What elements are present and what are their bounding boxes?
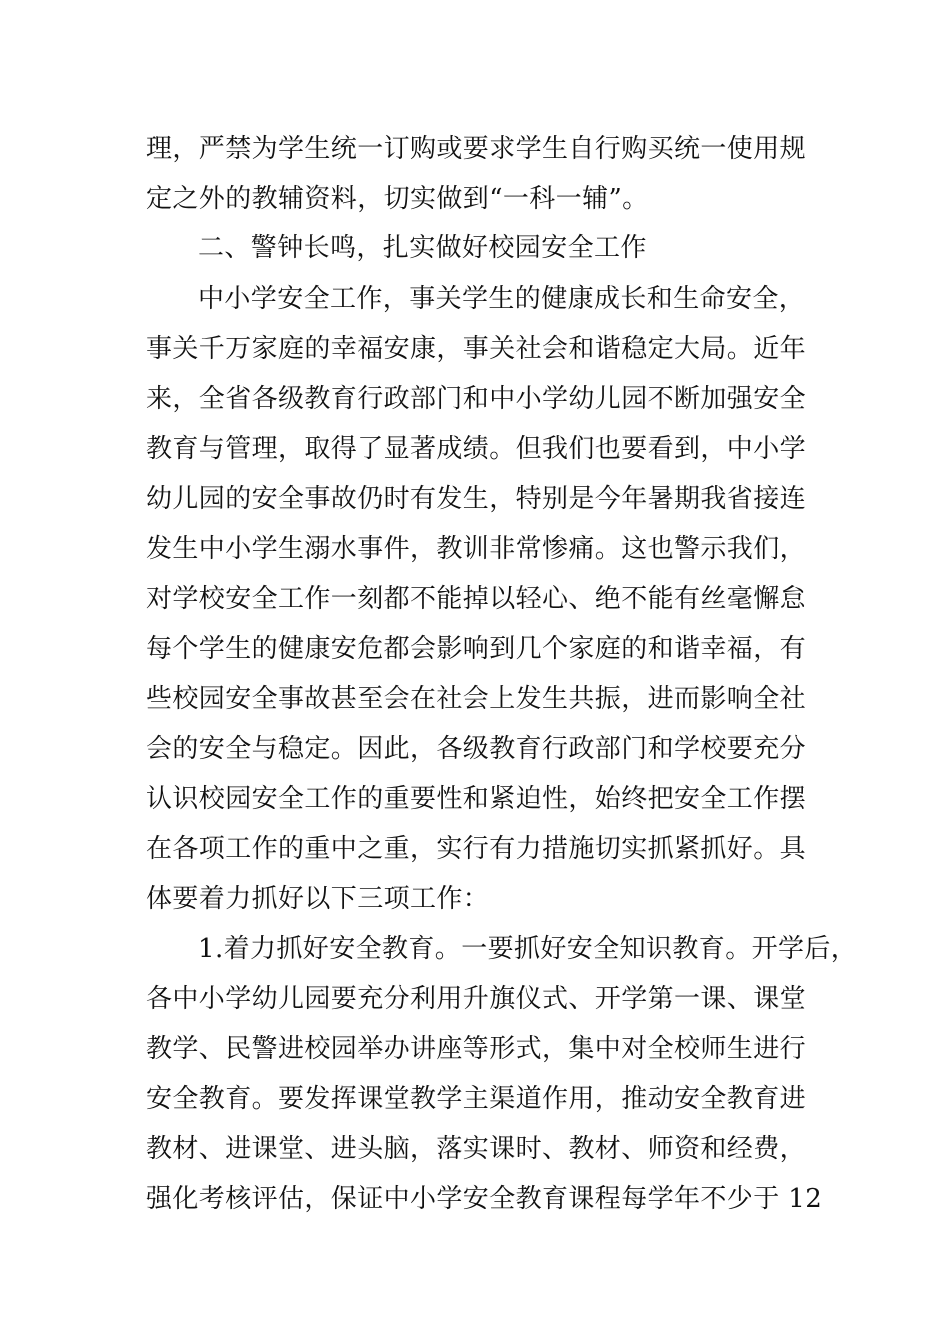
text-line: 强化考核评估，保证中小学安全教育课程每学年不少于 12 — [146, 1184, 823, 1214]
text-line: 教学、民警进校园举办讲座等形式，集中对全校师生进行 — [146, 1034, 807, 1064]
text-line: 些校园安全事故甚至会在社会上发生共振，进而影响全社 — [146, 684, 807, 714]
text-line: 每个学生的健康安危都会影响到几个家庭的和谐幸福，有 — [146, 634, 807, 664]
text-line: 来，全省各级教育行政部门和中小学幼儿园不断加强安全 — [146, 384, 807, 414]
text-line: 在各项工作的重中之重，实行有力措施切实抓紧抓好。具 — [146, 834, 807, 864]
text-line: 1.着力抓好安全教育。一要抓好安全知识教育。开学后， — [198, 934, 858, 964]
text-line: 中小学安全工作，事关学生的健康成长和生命安全， — [198, 284, 806, 314]
text-line: 理，严禁为学生统一订购或要求学生自行购买统一使用规 — [146, 134, 807, 164]
text-line: 教育与管理，取得了显著成绩。但我们也要看到，中小学 — [146, 434, 807, 464]
text-line: 安全教育。要发挥课堂教学主渠道作用，推动安全教育进 — [146, 1084, 807, 1114]
text-line: 对学校安全工作一刻都不能掉以轻心、绝不能有丝毫懈怠 — [146, 584, 807, 614]
section-heading: 二、警钟长鸣，扎实做好校园安全工作 — [198, 233, 647, 263]
text-line: 认识校园安全工作的重要性和紧迫性，始终把安全工作摆 — [146, 784, 807, 814]
text-line: 体要着力抓好以下三项工作： — [146, 884, 490, 914]
text-line: 发生中小学生溺水事件，教训非常惨痛。这也警示我们， — [146, 534, 807, 564]
text-line: 各中小学幼儿园要充分利用升旗仪式、开学第一课、课堂 — [146, 984, 807, 1014]
text-line: 幼儿园的安全事故仍时有发生，特别是今年暑期我省接连 — [146, 484, 807, 514]
text-line: 定之外的教辅资料，切实做到“一科一辅”。 — [146, 184, 649, 214]
text-line: 事关千万家庭的幸福安康，事关社会和谐稳定大局。近年 — [146, 334, 807, 364]
text-line: 教材、进课堂、进头脑，落实课时、教材、师资和经费， — [146, 1134, 807, 1164]
text-line: 会的安全与稳定。因此，各级教育行政部门和学校要充分 — [146, 734, 807, 764]
